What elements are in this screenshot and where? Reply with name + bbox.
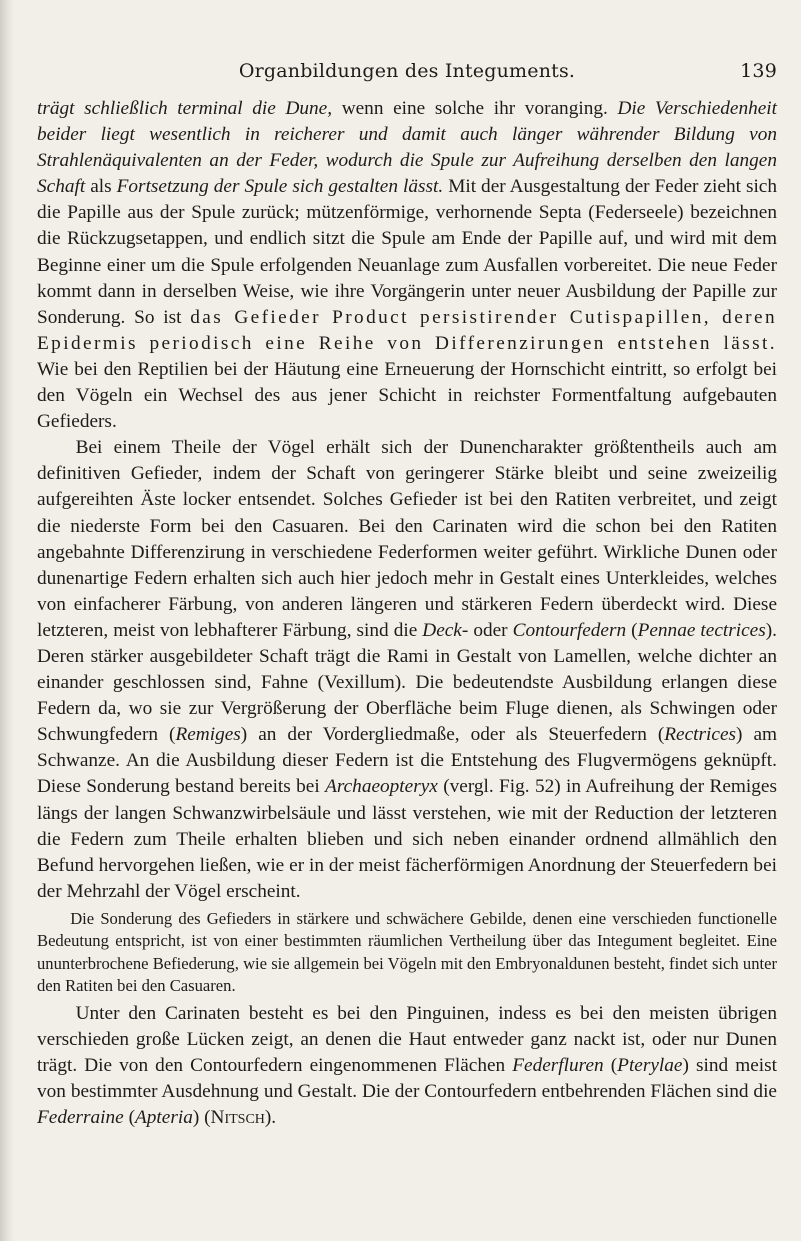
paragraph — [37, 96, 777, 435]
author-name: Nitsch — [210, 1106, 265, 1128]
text-run: ). — [264, 1106, 277, 1128]
italic-term: Die Verschiedenheit beider liegt wesentlich in reicherer und damit auch länger währender Bildung von Strahlenäquivalenten an der Feder, wodurch die Spule zur Aufreihung derselben den langen Schaft — [37, 98, 777, 198]
text-run: ) ( — [192, 1106, 211, 1128]
italic-term: Pennae tectrices — [637, 619, 766, 641]
text-run: (vergl. Fig. 52) in Aufreihung der Remiges längs der langen Schwanzwirbelsäule und lässt verstehen, wie mit der Reduction der letzteren die Federn zum Theile erhalten blieben und sich neben einander ordnend allmählich den Befund hervorgehen ließen, wie er in der meist fächerförmigen Anordnung der Steuerfedern bei der Mehrzahl der Vögel erscheint. — [37, 776, 777, 902]
italic-term: Archaeopteryx — [325, 776, 438, 798]
text-run: Die Sonderung des Gefieders in stärkere und schwächere Gebilde, denen eine verschieden functionelle Bedeutung entspricht, ist von einer bestimmten räumlichen Vertheilung über das Integument begleitet. Eine ununterbrochene Befiederung, wie sie allgemein bei Vögeln mit den Embryonaldunen besteht, findet sich unter den Ratiten bei den Casuaren. — [37, 908, 777, 996]
text-run: Mit der Ausgestaltung der Feder zieht sich die Papille aus der Spule zurück; mützenförmige, verhornende Septa (Federseele) bezeichnen die Rückzugsetappen, und endlich sitzt die Spule am Ende der Papille auf, und wird mit dem Beginne einer um die Spule erfolgenden Neuanlage zum Ausfallen vorbereitet. Die neue Feder kommt dann in derselben Weise, wie ihre Vorgängerin unter neuer Ausbildung der Papille zur Sonderung. So ist — [37, 176, 778, 328]
text-run: Wie bei den Reptilien bei der Häutung eine Erneuerung der Hornschicht eintritt, so erfolgt bei den Vögeln ein Wechsel des aus jener Schicht in reichster Formentfaltung aufgebauten Gefieders. — [37, 358, 777, 433]
spaced-emphasis: das Gefieder Product persistirender Cutispapillen, deren Epidermis periodisch eine Reihe von Differenzirungen entstehen lässt. — [37, 306, 777, 354]
italic-term: trägt schließlich terminal die Dune, — [37, 98, 333, 119]
paragraph — [37, 1001, 777, 1131]
page-number: 139 — [740, 60, 777, 82]
body-text — [37, 96, 777, 1131]
text-run: Unter den Carinaten besteht es bei den Pinguinen, indess es bei den meisten übrigen verschieden große Lücken zeigt, an denen die Haut entweder ganz nackt ist, oder nur Dunen trägt. Die von den Contourfedern eingenommenen Flächen — [37, 1002, 777, 1076]
italic-term: Rectrices — [664, 724, 737, 746]
italic-term: Deck- — [422, 619, 469, 641]
italic-term: Federraine — [37, 1106, 124, 1128]
italic-term: Federfluren — [512, 1054, 604, 1076]
book-page — [37, 60, 777, 1131]
italic-term: Fortsetzung der Spule sich gestalten lässt. — [116, 176, 444, 198]
text-run: als — [85, 176, 117, 198]
paragraph — [37, 435, 777, 905]
italic-term: Pterylae — [617, 1054, 683, 1076]
text-run: wenn eine solche ihr voranging. — [332, 98, 618, 119]
italic-term: Apteria — [135, 1106, 193, 1128]
text-run: ( — [123, 1106, 135, 1128]
book-spine-shadow — [0, 0, 14, 1241]
paragraph — [37, 908, 777, 998]
text-run: ) an der Vordergliedmaße, oder als Steuerfedern ( — [240, 724, 665, 746]
running-header — [37, 60, 777, 84]
text-run: ( — [603, 1054, 618, 1076]
text-run: ). Deren stärker ausgebildeter Schaft trägt die Rami in Gestalt von Lamellen, welche dichter an einander geschlossen sind, Fahne (Vexillum). Die bedeutendste Ausbildung erlangen diese Federn da, wo sie zur Vergrößerung der Oberfläche beim Fluge dienen, als Schwingen oder Schwungfedern ( — [37, 619, 777, 746]
text-run: ) sind meist von bestimmter Ausdehnung und Gestalt. Die der Contourfedern entbehrenden Flächen sind die — [37, 1054, 777, 1102]
text-run: oder — [468, 619, 513, 641]
text-run: Bei einem Theile der Vögel erhält sich der Dunencharakter größtentheils auch am definitiven Gefieder, indem der Schaft von geringerer Stärke bleibt und seine zweizeilig aufgereihten Äste locker entsendet. Solches Gefieder ist bei den Ratiten verbreitet, und zeigt die niederste Form bei den Casuaren. Bei den Carinaten wird die schon bei den Ratiten angebahnte Differenzirung in verschiedene Federformen weiter geführt. Wirkliche Dunen oder dunenartige Federn erhalten sich auch hier jedoch mehr in Gestalt eines Unterkleides, welches von einfacherer Färbung, von anderen längeren und stärkeren Federn überdeckt wird. Diese letzteren, meist von lebhafterer Färbung, sind die — [37, 437, 777, 641]
text-run: ( — [626, 619, 638, 641]
running-title: Organbildungen des Integuments. — [238, 60, 576, 82]
italic-term: Contourfedern — [512, 619, 627, 641]
italic-term: Remiges — [175, 724, 241, 746]
text-run: ) am Schwanze. An die Ausbildung dieser Federn ist die Entstehung des Flugvermögens geknüpft. Diese Sonderung bestand bereits bei — [37, 724, 778, 798]
